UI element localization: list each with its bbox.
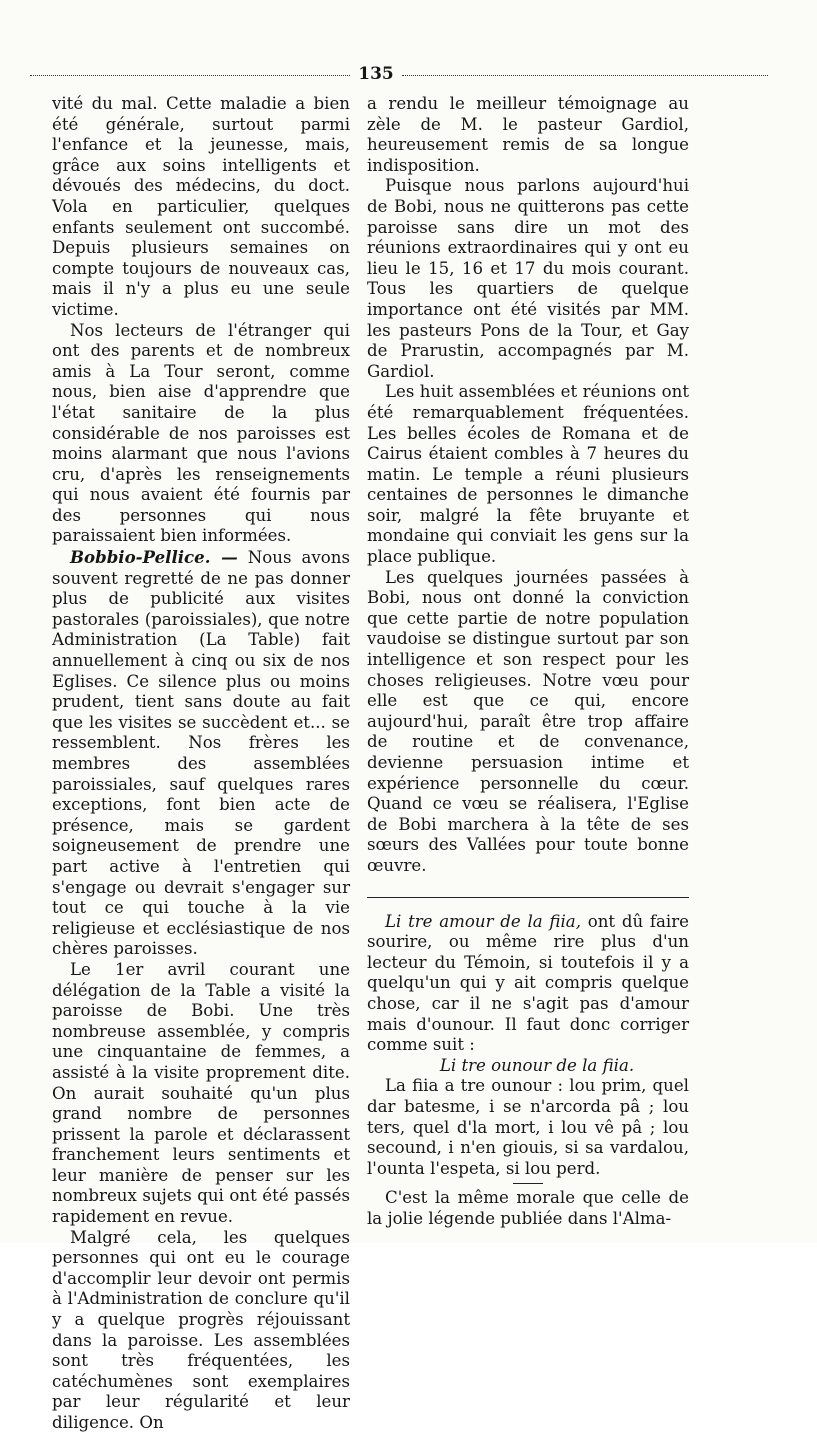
- poem-title: Li tre ounour de la fiia.: [439, 1055, 635, 1075]
- left-paragraph-bobbio: [52, 547, 350, 960]
- right-paragraph-4: Les quelques journées passées à Bobi, nous ont donné la conviction que cette partie de notre population vaudoise se distingue surtout par son intelligence et son respect pour les choses religieuses. Notre vœu pour elle est que ce qui, encore aujourd'hui, paraît être trop affaire de routine et de convenance, devienne persuasion intime et expérience personnelle du cœur. Quand ce vœu se réalisera, l'Eglise de Bobi marchera à la tête de ses sœurs des Vallées pour toute bonne œuvre.: [367, 567, 689, 875]
- left-paragraph-4: Le 1er avril courant une délégation de la Table a visité la paroisse de Bobi. Une très nombreuse assemblée, y compris une cinquantaine de femmes, a assisté à la visite proprement dite. On aurait souhaité qu'un plus grand nombre de personnes prissent la parole et déclarassent franchement leurs sentiments et leur manière de penser sur les nombreux sujets qui ont été passés rapidement en revue.: [52, 959, 350, 1227]
- header-rule-left: [30, 75, 350, 76]
- section-heading-bobbio-pellice: Bobbio-Pellice. —: [70, 547, 238, 568]
- page-header: [30, 64, 768, 86]
- left-paragraph-5: Malgré cela, les quelques personnes qui ont eu le courage d'accomplir leur devoir ont permis à l'Administration de conclure qu'il y a quelque progrès réjouissant dans la paroisse. Les assemblées sont très fréquentées, les catéchumènes sont exemplaires par leur régularité et leur diligence. On: [52, 1227, 350, 1432]
- right-paragraph-3: Les huit assemblées et réunions ont été remarquablement fréquentées. Les belles écoles de Romana et de Cairus étaient combles à 7 heures du matin. Le temple a réuni plusieurs centaines de personnes le dimanche soir, malgré la fête bruyante et mondaine qui conviait les gens sur la place publique.: [367, 382, 689, 567]
- page-number: 135: [358, 64, 394, 84]
- right-paragraph-1: a rendu le meilleur témoignage au zèle de M. le pasteur Gardiol, heureusement remis de sa longue indisposition.: [367, 94, 689, 175]
- right-paragraph-2: Puisque nous parlons aujourd'hui de Bobi, nous ne quitterons pas cette paroisse sans dire un mot des réunions extraordinaires qui y ont eu lieu le 15, 16 et 17 du mois courant. Tous les quartiers de quelque importance ont été visités par MM. les pasteurs Pons de la Tour, et Gay de Prarustin, accompagnés par M. Gardiol.: [367, 176, 689, 381]
- left-column: [52, 94, 350, 1434]
- left-paragraph-1: vité du mal. Cette maladie a bien été générale, surtout parmi l'enfance et la jeunesse, mais, grâce aux soins intelligents et dévoués des médecins, du doct. Vola en particulier, quelques enfants seulement ont succombé. Depuis plusieurs semaines on compte toujours de nouveaux cas, mais il n'y a plus eu une seule victime.: [52, 94, 350, 319]
- correction-paragraph: [367, 912, 689, 1056]
- correction-italic-title: Li tre amour de la fiia,: [385, 911, 581, 931]
- poem-text: La fiia a tre ounour : lou prim, quel dar batesme, i se n'arcorda pâ ; lou ters, quel d'la mort, i lou vê pâ ; lou secound, i n'en giouis, si sa vardalou, l'ounta l'espeta, si lou perd.: [367, 1076, 689, 1178]
- small-separator: [513, 1183, 543, 1184]
- left-paragraph-2: Nos lecteurs de l'étranger qui ont des parents et de nombreux amis à La Tour seront, comme nous, bien aise d'apprendre que l'état sanitaire de la plus considérable de nos paroisses est moins alarmant que nous l'avions cru, d'après les renseignements qui nous avaient été fournis par des personnes qui nous paraissaient bien informées.: [52, 320, 350, 546]
- correction-text: ont dû faire sourire, ou même rire plus d'un lecteur du Témoin, si toutefois il y a quelqu'un qui y ait compris quelque chose, car il ne s'agit pas d'amour mais d'ounour. Il faut donc corriger comme suit :: [367, 911, 689, 1055]
- final-paragraph: C'est la même morale que celle de la jolie légende publiée dans l'Alma-: [367, 1188, 689, 1228]
- left-paragraph-bobbio-text: Nous avons souvent regretté de ne pas donner plus de publicité aux visites pastorales (paroissiales), que notre Administration (La Table) fait annuellement à cinq ou six de nos Eglises. Ce silence plus ou moins prudent, tient sans doute au fait que les visites se succèdent et... se ressemblent. Nos frères les membres des assemblées paroissiales, sauf quelques rares exceptions, font bien acte de présence, mais se gardent soigneusement de prendre une part active à l'entretien qui s'engage ou devrait s'engager sur tout ce qui touche à la vie religieuse et ecclésiastique de nos chères paroisses.: [52, 548, 350, 959]
- section-separator: [367, 897, 689, 898]
- header-rule-right: [402, 75, 768, 76]
- right-column: [367, 94, 689, 1229]
